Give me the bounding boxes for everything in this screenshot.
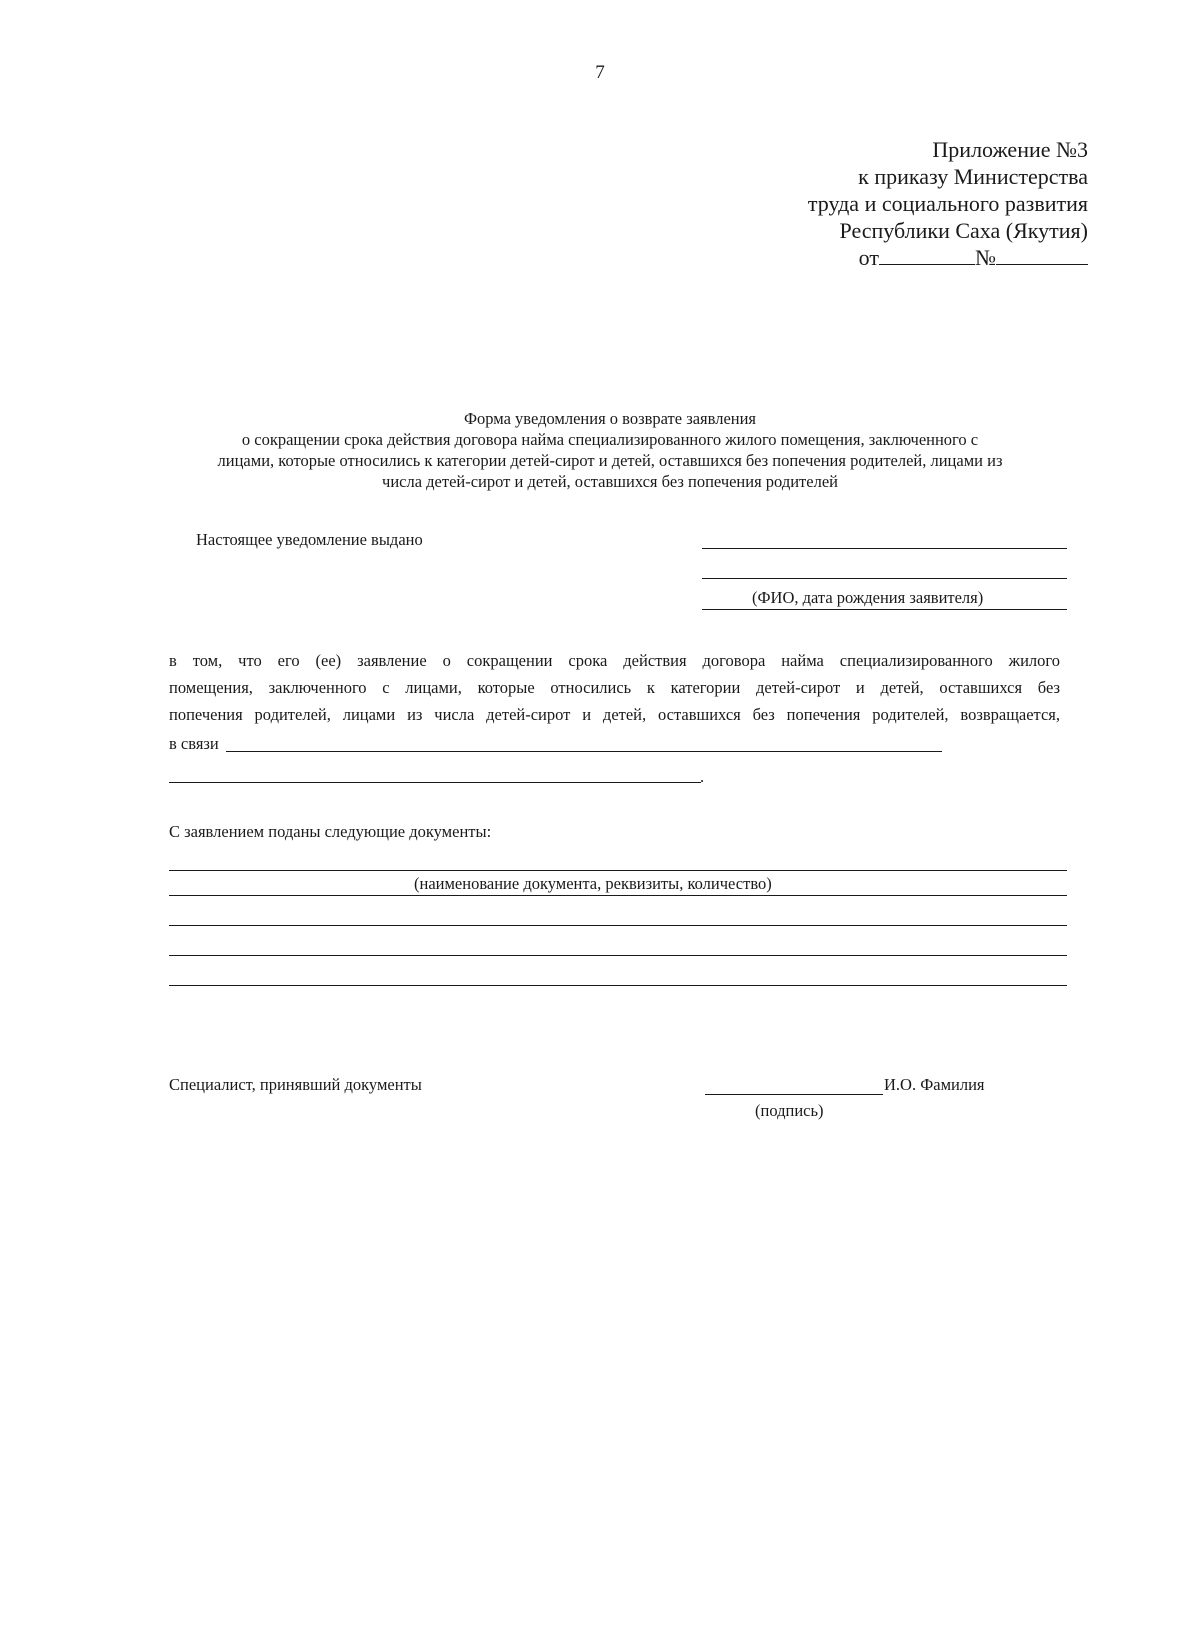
document-line-3[interactable]: [169, 925, 1067, 926]
appendix-title: Приложение №3: [932, 137, 1088, 162]
applicant-caption-line: [702, 609, 1067, 610]
applicant-name-line-2[interactable]: [702, 578, 1067, 579]
date-blank[interactable]: [879, 246, 975, 265]
applicant-name-line-1[interactable]: [702, 548, 1067, 549]
signature-caption: (подпись): [755, 1101, 824, 1120]
document-line-4[interactable]: [169, 955, 1067, 956]
body-paragraph: [169, 647, 1060, 728]
number-blank[interactable]: [996, 246, 1088, 265]
appendix-order-ref: к приказу Министерства: [858, 164, 1088, 189]
signature-line[interactable]: [705, 1094, 883, 1095]
body-line-3: попечения родителей, лицами из числа детей-сирот и детей, оставшихся без попечения родителей, возвращается,: [169, 705, 1060, 724]
form-title-line-1: Форма уведомления о возврате заявления: [463, 409, 757, 428]
document-line-2[interactable]: [169, 895, 1067, 896]
appendix-ministry: труда и социального развития: [807, 191, 1088, 216]
form-title-line-3: лицами, которые относились к категории детей-сирот и детей, оставшихся без попечения родителей, лицами из: [217, 451, 1003, 470]
appendix-header: [808, 136, 1088, 271]
appendix-date-number: [808, 244, 1088, 271]
specialist-label: Специалист, принявший документы: [169, 1075, 422, 1094]
body-line-2: помещения, заключенного с лицами, которые относились к категории детей-сирот и детей, оставшихся без: [169, 678, 1060, 697]
appendix-republic: Республики Саха (Якутия): [839, 218, 1088, 243]
form-title: [160, 408, 1060, 492]
date-prefix: от: [858, 245, 879, 270]
applicant-caption: (ФИО, дата рождения заявителя): [752, 588, 984, 607]
document-line-1[interactable]: [169, 870, 1067, 871]
page-number: 7: [595, 62, 605, 83]
reason-line-2[interactable]: [169, 782, 701, 783]
body-line-1: в том, что его (ее) заявление о сокращении срока действия договора найма специализированного жилого: [169, 651, 1060, 670]
specialist-name: И.О. Фамилия: [884, 1075, 985, 1094]
form-title-line-4: числа детей-сирот и детей, оставшихся без попечения родителей: [382, 472, 838, 491]
form-title-line-2: о сокращении срока действия договора найма специализированного жилого помещения, заключенного с: [241, 430, 979, 449]
documents-caption: (наименование документа, реквизиты, количество): [414, 874, 772, 893]
notice-issued-label: Настоящее уведомление выдано: [196, 530, 423, 549]
reason-label: в связи: [169, 734, 219, 753]
reason-line-1[interactable]: [226, 751, 942, 752]
number-prefix: №: [975, 245, 996, 270]
documents-label: С заявлением поданы следующие документы:: [169, 822, 492, 841]
reason-end-dot: .: [700, 767, 705, 786]
document-line-5[interactable]: [169, 985, 1067, 986]
